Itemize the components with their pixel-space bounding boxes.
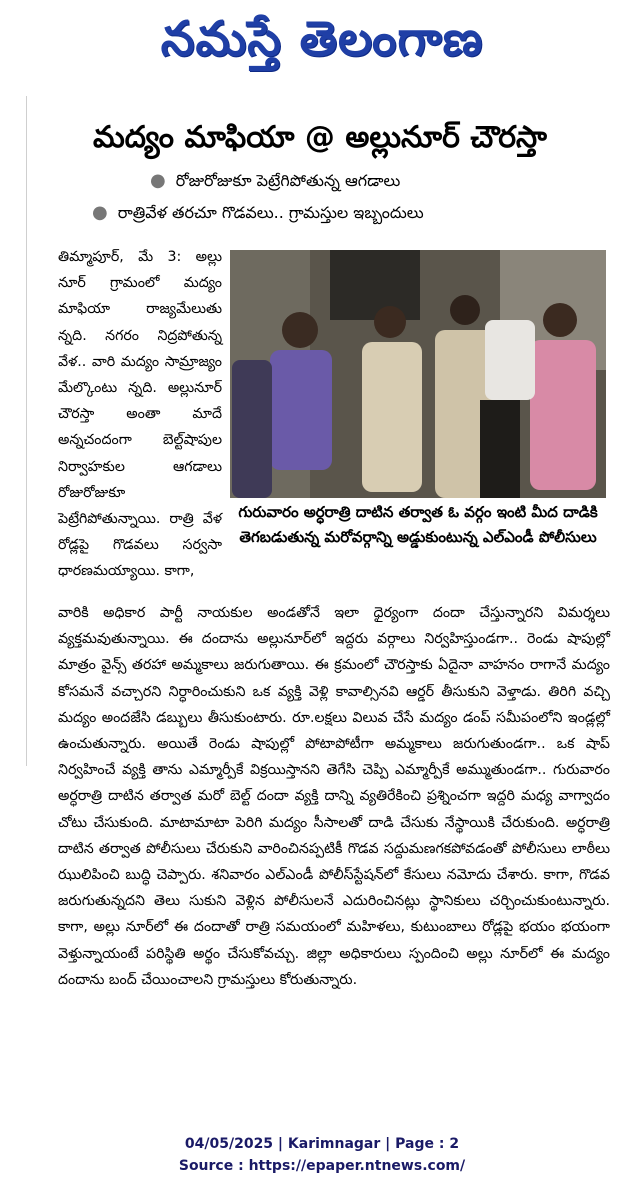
footer-date-edition: 04/05/2025 | Karimnagar | Page : 2 [184, 1136, 460, 1152]
article-body-text: వారికి అధికార పార్టీ నాయకుల అండతోనే ఇలా ధైర్యంగా దందా చేస్తున్నారని విమర్శలు వ్యక్తమవుతున్నాయి. ఈ దందాను అల్లునూర్‌లో ఇద్దరు వర్గాలు నిర్వహిస్తుండగా.. రెండు షాపుల్లో మాత్రం వైన్స్ తరహా అమ్మకాలు జరుగుతాయి. ఈ క్రమంలో చౌరస్తాకు ఏదైనా వాహనం రాగానే మద్యం కోసమనే వచ్చారని నిర్ధారించుకుని ఒక వ్యక్తి వెళ్లి కావాల్సినవి ఆర్డర్ తీసుకుని వెళ్తాడు. తిరిగి వచ్చి మద్యం అందజేసి డబ్బులు తీసుకుంటారు. రూ.లక్షలు విలువ చేసే మద్యం డంప్ సమీపంలోని ఇండ్లల్లో ఉంచుతున్నారు. అయితే రెండు షాపుల్లో పోటాపోటీగా అమ్మకాలు జరుగుతుండగా.. ఒక షాప్ నిర్వహించే వ్యక్తి తాను ఎమ్మార్పీకే విక్రయిస్తానని తెగేసి చెప్పి ఎమ్మార్పీకే అమ్ముతుండగా.. గురువారం అర్ధరాత్రి దాటిన తర్వాత మరో బెల్ట్ దందా వ్యక్తి దాన్ని వ్యతిరేకించి ప్రశ్నించగా ఇద్దరి మధ్య వాగ్వాదం చోటు చేసుకుంది. మాటామాటా పెరిగి మద్యం సీసాలతో దాడి చేసుకు నేస్థాయికి చేరుకుంది. అర్ధరాత్రి దాటిన తర్వాత పోలీసులు చేరుకుని వారించినప్పటికీ గొడవ సద్దుమణగకపోవడంతో పోలీసులు లాఠీలు ఝులిపించి బుద్ధి చెప్పారు. శనివారం ఎల్ఎండీ పోలీస్‌స్టేషన్‌లో కేసులు నమోదు చేశారు. కాగా, గొడవ జరుగుతున్నదని తెలు సుకుని వెళ్లిన పోలీసులనే ఎదురించినట్లు స్థానికులు చర్చించుకుంటున్నారు. కాగా, అల్లు నూర్‌లో ఈ దందాతో రాత్రి సమయంలో మహిళలు, కుటుంబాలు రోడ్లపై భయం భయంగా వెళ్తున్నాయంటే పరిస్థితి అర్థం చేసుకోవచ్చు. జిల్లా అధికారులు స్పందించి అల్లు నూర్‌లో ఈ మద్యం దందాను బంద్ చేయించాలని గ్రామస్తులు కోరుతున్నారు. [58, 605, 610, 988]
article-headline: మద్యం మాఫియా @ అల్లునూర్ చౌరస్తా [93, 120, 547, 155]
police-scene-illustration [230, 250, 606, 498]
subheading-1: ● రోజురోజుకూ పెట్రేగిపోతున్న ఆగడాలు [150, 170, 401, 191]
article-column-text: తిమ్మాపూర్, మే 3: అల్లు నూర్ గ్రామంలో మద్యం మాఫియా రాజ్యమేలుతు న్నది. నగరం నిద్రపోతున్న వేళ.. వారి మద్యం సామ్రాజ్యం మేల్కొంటు న్నది. అల్లునూర్ చౌరస్తా అంతా మాదే అన్నచందంగా బెల్ట్‌షాపుల నిర్వాహకుల ఆగడాలు రోజురోజుకూ పెట్రేగిపోతున్నాయి. రాత్రి వేళ రోడ్లపై గొడవలు సర్వసా ధారణమయ్యాయి. కాగా, [58, 249, 222, 580]
subheading-2: ● రాత్రివేళ తరచూ గొడవలు.. గ్రామస్తుల ఇబ్బందులు [92, 202, 424, 223]
footer-source-link[interactable]: Source : https://epaper.ntnews.com/ [178, 1158, 466, 1174]
bullet-icon: ● [92, 202, 108, 223]
newspaper-masthead: నమస్తే తెలంగాణ [160, 11, 484, 67]
column-divider [26, 96, 27, 766]
photo-caption: గురువారం అర్ధరాత్రి దాటిన తర్వాత ఓ వర్గం ఇంటి మీద దాడికి తెగబడుతున్న మరోవర్గాన్ని అడ్డుకుంటున్న ఎల్ఎండీ పోలీసులు [238, 503, 598, 546]
news-photo [230, 250, 606, 498]
bullet-icon: ● [150, 170, 166, 191]
